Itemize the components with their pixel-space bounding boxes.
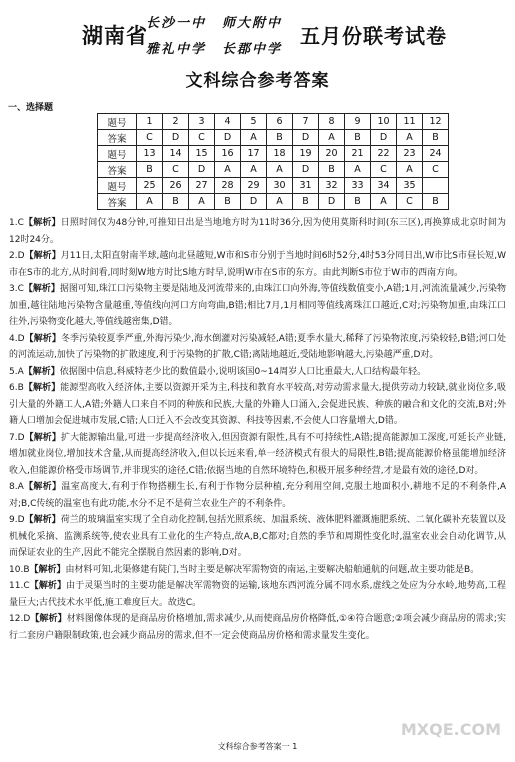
page-footer: 文科综合参考答案一 1	[217, 742, 298, 751]
province-name: 湖南省	[82, 24, 148, 48]
explanation-item	[9, 281, 506, 331]
table-cell: D	[215, 130, 241, 146]
explanation-item	[9, 512, 506, 562]
analysis-tag: 【解析】	[23, 366, 60, 377]
table-cell: D	[293, 130, 319, 146]
school-name: 长郡中学	[222, 42, 283, 57]
exam-title: 五月份联考试卷	[300, 24, 447, 48]
table-cell: 4	[215, 114, 241, 130]
row-label: 题号	[98, 146, 137, 162]
table-cell: 7	[293, 114, 319, 130]
table-cell: A	[371, 194, 397, 210]
analysis-tag: 【解析】	[24, 251, 61, 261]
question-answer: 11.C	[9, 581, 30, 591]
table-cell	[423, 178, 449, 194]
question-answer: 3.C	[9, 284, 24, 294]
explanation-text: 冬季污染较夏季严重,外海污染少,海水倒灌对污染减轻,A错;夏季水量大,稀释了污染物浓度,污染较轻,B错;河口处的河流运动,加快了污染物的扩散速度,利于污染物的扩散,C错;离陆地越近,受陆地影响越大,污染越严重,D对。	[9, 333, 506, 360]
table-cell: 25	[137, 178, 163, 194]
analysis-tag: 【解析】	[30, 614, 67, 624]
table-cell: A	[241, 162, 267, 178]
table-cell: 10	[371, 114, 397, 130]
table-cell: 14	[163, 146, 189, 162]
table-cell: A	[397, 130, 423, 146]
question-answer: 1.C	[9, 218, 24, 228]
explanation-text: 据图可知,珠江口污染物主要是陆地及河流带来的,由珠江口向外海,等值线数值变小,A错;1月,河流流量减少,污染物加重,越往陆地污染物含量越重,等值线向河口方向弯曲,B错;相比7月,1月相同等值线离珠江口越近,C对;污染物加重,由珠江口往外,污染物变化越大,等值线越密集,D错。	[9, 284, 506, 327]
question-answer: 2.D	[9, 251, 25, 261]
table-cell: A	[345, 162, 371, 178]
table-cell: C	[397, 194, 423, 210]
table-cell: D	[241, 194, 267, 210]
table-cell: 22	[371, 146, 397, 162]
explanation-text: 材料图像体现的是商品房价格增加,需求减少,从而使商品房价格降低,①④符合题意;②项会减少商品房的需求;实行二套房户籍限制政策,也会减少商品房的需求,但不一定会使商品房价格和需求量发生变化。	[9, 614, 506, 641]
row-label: 答案	[98, 130, 137, 146]
explanation-item	[9, 380, 506, 430]
explanation-text: 由于灵渠当时的主要功能是解决军需物资的运输,该地东西河流分属不同水系,虚线之处应为分水岭,地势高,工程量巨大;古代技术水平低,施工难度巨大。故选C。	[9, 581, 506, 608]
table-cell: 3	[189, 114, 215, 130]
answer-table-row	[98, 194, 449, 210]
question-answer: 5.A	[9, 366, 24, 377]
table-cell: A	[267, 162, 293, 178]
answer-table-row	[98, 146, 449, 162]
table-cell: A	[189, 194, 215, 210]
table-cell: 19	[293, 146, 319, 162]
table-cell: D	[189, 162, 215, 178]
answer-table	[97, 113, 449, 210]
table-cell: 12	[423, 114, 449, 130]
table-cell: A	[319, 130, 345, 146]
table-cell: 27	[189, 178, 215, 194]
table-cell: 28	[215, 178, 241, 194]
explanation-text: 由材料可知,北渠修建有陡门,当时主要是解决军需物资的南运,主要解决船舶通航的问题,故主要功能是B。	[65, 564, 480, 575]
table-cell: B	[319, 162, 345, 178]
table-cell: 9	[345, 114, 371, 130]
table-cell: B	[267, 130, 293, 146]
table-cell: D	[293, 162, 319, 178]
table-cell: 21	[345, 146, 371, 162]
table-cell: B	[345, 130, 371, 146]
table-cell: A	[397, 162, 423, 178]
row-label: 答案	[98, 194, 137, 210]
table-cell: 35	[397, 178, 423, 194]
table-cell: A	[215, 162, 241, 178]
analysis-tag: 【解析】	[29, 564, 66, 575]
school-name: 师大附中	[222, 16, 283, 31]
question-answer: 12.D	[9, 614, 31, 624]
explanation-text: 月11日,太阳直射南半球,越向北昼越短,W市和S市分别于当地时间6时52分,4时53分同日出,W市比S市昼长短,W市在S市的北方,从时间看,同时刻W地方时比S地方时早,说明W市在S市的东方。由此判断S市位于W市的西南方向。	[9, 251, 506, 278]
question-answer: 9.D	[9, 515, 25, 525]
explanation-item	[9, 430, 506, 480]
table-cell: B	[293, 194, 319, 210]
explanation-item	[9, 611, 506, 644]
explanation-text: 依据图中信息,科威特老少比的数值最小,说明该国0~14周岁人口比重最大,人口结构最年轻。	[59, 366, 427, 377]
watermark: MXQE.COM	[400, 720, 501, 739]
explanation-text: 日照时间仅为48分钟,可推知日出是当地地方时为11时36分,因为使用莫斯科时间(东三区),再换算成北京时间为12时24分。	[9, 218, 506, 245]
question-answer: 8.A	[9, 482, 24, 492]
explanation-item	[9, 248, 506, 281]
table-cell: B	[423, 130, 449, 146]
analysis-tag: 【解析】	[23, 482, 62, 492]
school-name: 雅礼中学	[146, 42, 207, 57]
table-cell: A	[267, 194, 293, 210]
table-cell: 34	[371, 178, 397, 194]
explanation-text: 荷兰的玻璃温室实现了全自动化控制,包括光照系统、加温系统、液体肥料灌溉施肥系统、二氧化碳补充装置以及机械化采摘、监测系统等,使农业具有工业化的生产特点,故A,B,C都对;自然的季节和周期性变化时,温室农业会自动化调节,从而保证农业的生产,因此不能完全摆脱自然因素的影响,D对。	[9, 515, 506, 558]
question-answer: 7.D	[9, 432, 25, 443]
analysis-tag: 【解析】	[23, 383, 61, 393]
table-cell: 20	[319, 146, 345, 162]
page-subtitle: 文科综合参考答案	[185, 71, 330, 91]
explanation-item	[9, 578, 506, 611]
table-cell: C	[371, 162, 397, 178]
table-cell: C	[423, 162, 449, 178]
table-cell: 32	[319, 178, 345, 194]
table-cell: 8	[319, 114, 345, 130]
table-cell: C	[163, 162, 189, 178]
analysis-tag: 【解析】	[24, 432, 61, 443]
explanation-item	[9, 215, 506, 248]
table-cell: 30	[267, 178, 293, 194]
exam-header	[0, 0, 515, 60]
table-cell: 2	[163, 114, 189, 130]
explanation-item	[9, 331, 506, 364]
analysis-tag: 【解析】	[23, 284, 60, 294]
table-cell: B	[137, 162, 163, 178]
table-cell: B	[423, 194, 449, 210]
analysis-tag: 【解析】	[24, 333, 61, 344]
answer-table-row	[98, 130, 449, 146]
answer-table-row	[98, 114, 449, 130]
school-name: 长沙一中	[146, 16, 207, 31]
table-cell: 6	[267, 114, 293, 130]
table-cell: C	[137, 130, 163, 146]
analysis-tag: 【解析】	[29, 581, 67, 591]
table-cell: D	[319, 194, 345, 210]
table-cell: 26	[163, 178, 189, 194]
table-cell: 5	[241, 114, 267, 130]
section-heading: 一、选择题	[8, 103, 54, 113]
table-cell: 33	[345, 178, 371, 194]
table-cell: 24	[423, 146, 449, 162]
table-cell: 17	[241, 146, 267, 162]
table-cell: A	[241, 130, 267, 146]
explanation-item	[9, 364, 506, 381]
answer-table-row	[98, 162, 449, 178]
explanation-item	[9, 479, 506, 512]
table-cell: 11	[397, 114, 423, 130]
explanations-section	[9, 215, 506, 644]
table-cell: 31	[293, 178, 319, 194]
question-answer: 6.B	[9, 383, 24, 393]
table-cell: 16	[215, 146, 241, 162]
answer-table-row	[98, 178, 449, 194]
table-cell: 29	[241, 178, 267, 194]
table-cell: B	[163, 194, 189, 210]
row-label: 答案	[98, 162, 137, 178]
analysis-tag: 【解析】	[23, 218, 61, 228]
explanation-text: 扩大能源输出量,可进一步提高经济收入,但因资源有限性,具有不可持续性,A错;提高能源加工深度,可延长产业链,增加就业岗位,增加技术含量,从而提高经济收入,但以长远来看,单一经济模式有很大的局限性,B错;提高能源价格虽能增加经济收入,但能源价格受市场调节,并非现实的途径,C错;依据当地的自然环境特色,积极开展多种经营,才是最有效的途径,D对。	[9, 432, 506, 476]
table-cell: D	[371, 130, 397, 146]
table-cell: 15	[189, 146, 215, 162]
table-cell: A	[137, 194, 163, 210]
row-label: 题号	[98, 114, 137, 130]
question-answer: 4.D	[9, 333, 25, 344]
table-cell: D	[163, 130, 189, 146]
explanation-text: 能源型高收入经济体,主要以资源开采为主,科技和教育水平较高,对劳动需求量大,提供劳动力较缺,就业岗位多,吸引大量的外籍工人,A错;外籍人口来自不同的种族和民族,大量的外籍人口涌入,会促进民族、种族的融合和文化的交流,B对;外籍人口增加会促进城市发展,C错;人口迁入不会改变其资源、科技等因素,不会使人口容量增大,D错。	[9, 383, 506, 426]
explanation-text: 温室高度大,有利于作物搭棚生长,有利于作物分层种植,充分利用空间,克服土地面积小,耕地不足的不利条件,A对;B,C传统的温室也有此功能,水分不足不是荷兰农业生产的不利条件。	[9, 482, 506, 509]
analysis-tag: 【解析】	[24, 515, 61, 525]
row-label: 题号	[98, 178, 137, 194]
table-cell: 13	[137, 146, 163, 162]
table-cell: 1	[137, 114, 163, 130]
table-cell: C	[189, 130, 215, 146]
table-cell: B	[345, 194, 371, 210]
explanation-item	[9, 562, 506, 579]
question-answer: 10.B	[9, 564, 30, 575]
table-cell: 18	[267, 146, 293, 162]
table-cell: B	[215, 194, 241, 210]
table-cell: 23	[397, 146, 423, 162]
